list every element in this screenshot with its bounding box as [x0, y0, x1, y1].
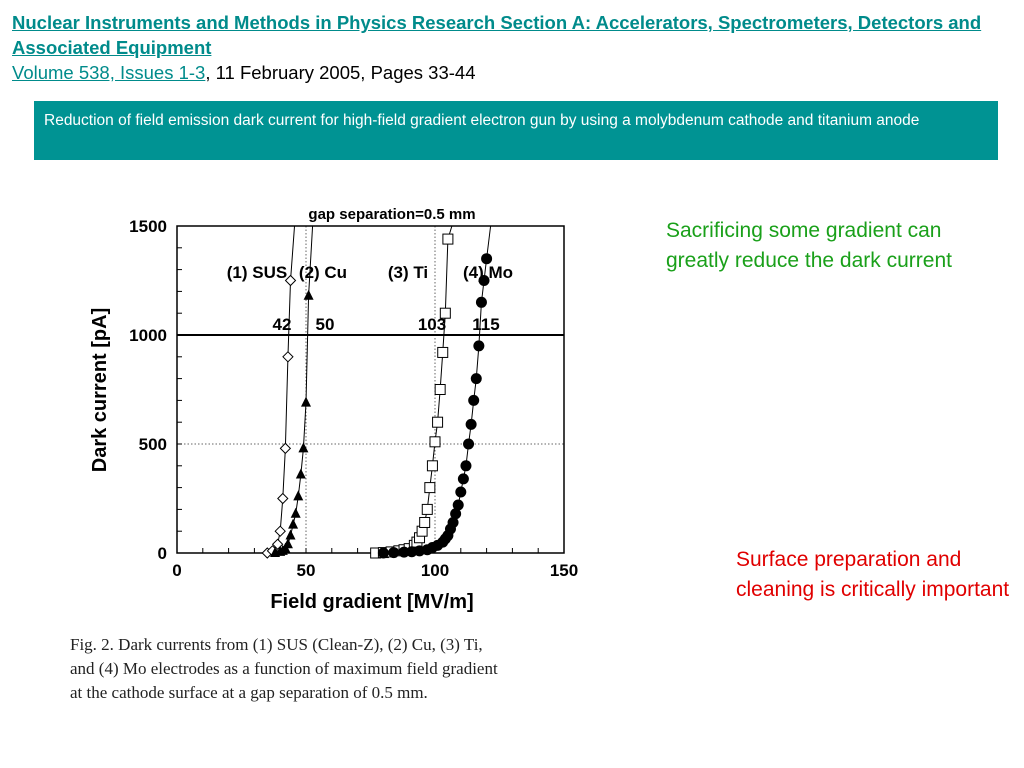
cu-point	[291, 508, 301, 518]
threshold-label: 115	[472, 315, 500, 334]
green-note: Sacrificing some gradient can greatly reduce the dark current	[666, 219, 952, 272]
caption-line: Fig. 2. Dark currents from (1) SUS (Clean-Z), (2) Cu, (3) Ti,	[70, 635, 483, 654]
x-tick-label: 150	[549, 561, 579, 580]
ti-point	[438, 347, 448, 357]
figure	[70, 198, 610, 718]
mo-point	[378, 548, 389, 559]
mo-point	[460, 460, 471, 471]
y-tick-label: 1500	[129, 217, 167, 236]
journal-link[interactable]: Nuclear Instruments and Methods in Physics Research Section A: Accelerators, Spectrometers, Detectors and Associated Equipment	[12, 12, 982, 58]
mo-point	[473, 340, 484, 351]
y-tick-label: 0	[157, 544, 167, 563]
red-note: Surface preparation and cleaning is critically important	[736, 548, 1010, 601]
mo-point	[466, 419, 477, 430]
ti-point	[435, 385, 445, 395]
y-tick-label: 1000	[129, 326, 167, 345]
sus-point	[278, 494, 288, 504]
cu-point	[304, 290, 314, 300]
ti-point	[425, 483, 435, 493]
series-name-label: (3) Ti	[387, 263, 429, 282]
mo-point	[476, 297, 487, 308]
mo-point	[455, 486, 466, 497]
x-tick-label: 50	[296, 561, 316, 580]
caption-line: at the cathode surface at a gap separation of 0.5 mm.	[70, 683, 428, 702]
cu-point	[288, 519, 298, 529]
paper-title-banner	[34, 101, 998, 160]
date-pages: , 11 February 2005, Pages 33-44	[205, 62, 476, 83]
volume-link[interactable]: Volume 538, Issues 1-3	[12, 62, 206, 83]
sus-point	[275, 526, 285, 536]
threshold-label: 42	[272, 315, 292, 334]
figure-caption	[70, 633, 610, 705]
cu-point	[286, 530, 296, 540]
cu-point	[301, 397, 311, 407]
mo-point	[471, 373, 482, 384]
series-labels	[227, 263, 513, 334]
sus-point	[280, 443, 290, 453]
ti-point	[427, 461, 437, 471]
chart-title: gap separation=0.5 mm	[308, 206, 476, 223]
sus-point	[283, 352, 293, 362]
x-axis-label: Field gradient [MV/m]	[270, 591, 474, 613]
paper-title: Reduction of field emission dark current for high-field gradient electron gun by using a molybdenum cathode and titanium anode	[44, 112, 920, 129]
cu-point	[296, 469, 306, 479]
mo-point	[458, 473, 469, 484]
mo-point	[388, 547, 399, 558]
cu-point	[293, 490, 303, 500]
y-tick-label: 500	[138, 435, 167, 454]
ti-point	[430, 437, 440, 447]
x-tick-label: 0	[172, 561, 182, 580]
caption-line: and (4) Mo electrodes as a function of maximum field gradient	[70, 659, 498, 678]
ti-point	[422, 504, 432, 514]
series-markers	[262, 226, 492, 559]
ti-point	[443, 234, 453, 244]
x-tick-label: 100	[420, 561, 450, 580]
ti-point	[433, 417, 443, 427]
mo-point	[463, 439, 474, 450]
cu-point	[283, 538, 293, 548]
series-name-label: (1) SUS	[226, 263, 288, 282]
threshold-label: 50	[315, 315, 335, 334]
series-name-label: (4) Mo	[462, 263, 514, 282]
threshold-label: 103	[417, 315, 447, 334]
ti-point	[420, 517, 430, 527]
dark-current-chart	[70, 198, 610, 628]
citation-header	[12, 10, 1012, 85]
series-name-label: (2) Cu	[298, 263, 348, 282]
y-axis-label: Dark current [pA]	[89, 307, 111, 473]
mo-point	[453, 500, 464, 511]
mo-point	[468, 395, 479, 406]
